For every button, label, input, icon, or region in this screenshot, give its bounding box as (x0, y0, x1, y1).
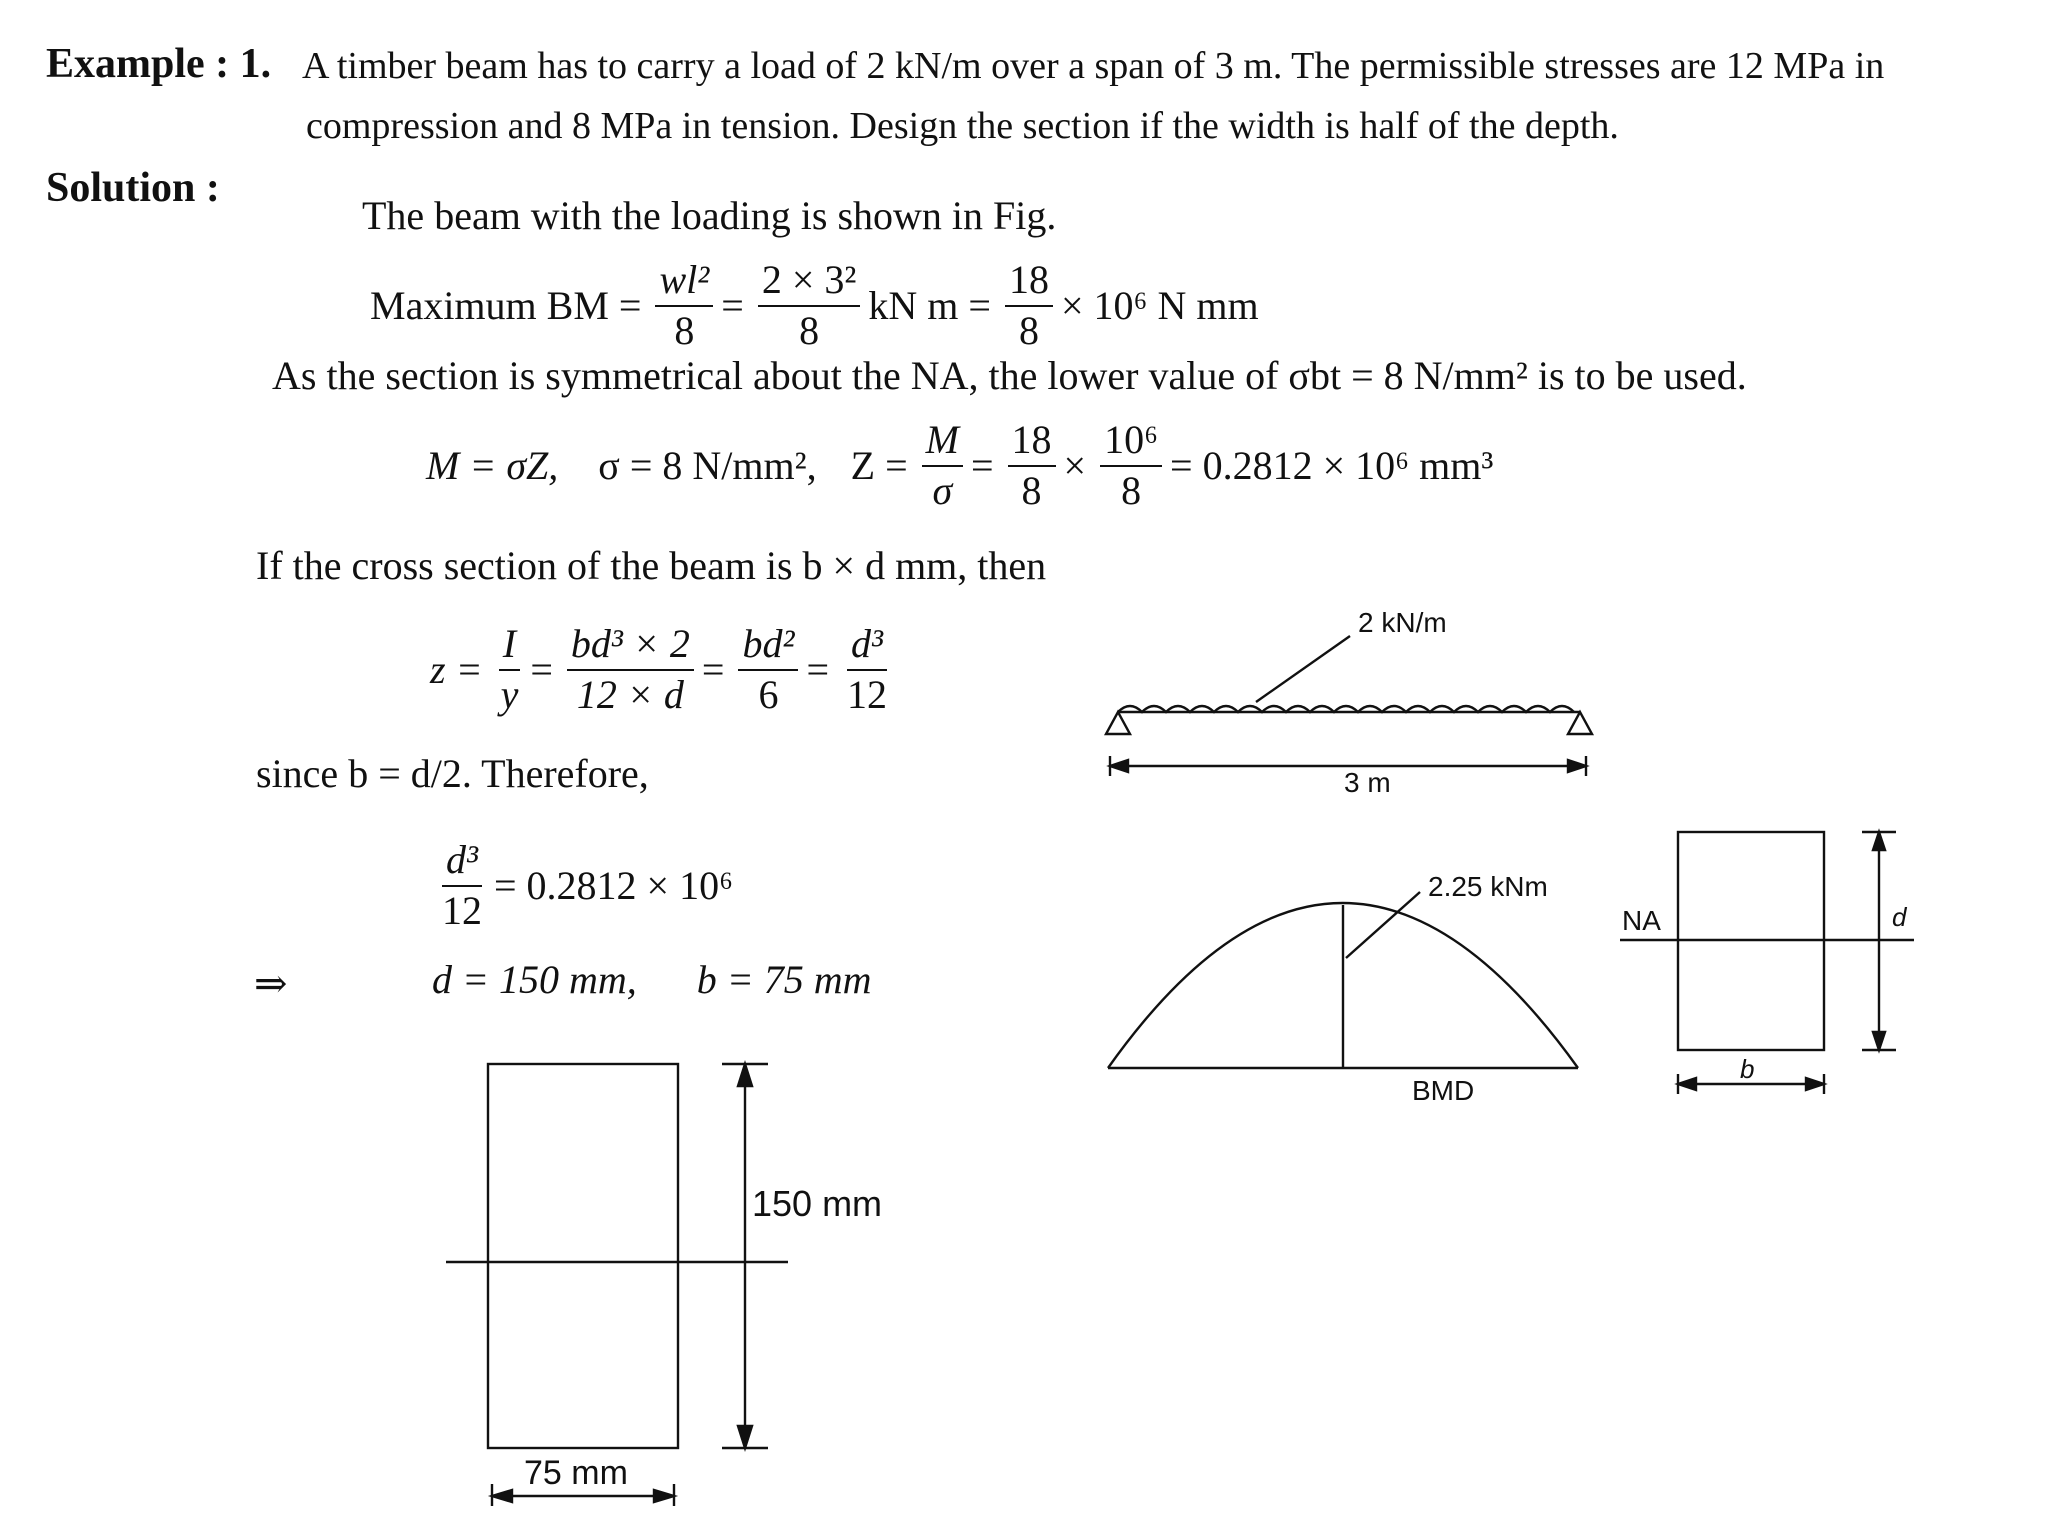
left-support-icon (1106, 712, 1130, 734)
small-section-figure (1620, 832, 1914, 1094)
bm-f1-den: 8 (674, 307, 695, 353)
mz-result: = 0.2812 × 10⁶ mm³ (1170, 443, 1494, 489)
bmd-figure (1108, 892, 1578, 1068)
section-width-label: 75 mm (524, 1454, 628, 1492)
mz-part1: M = σZ, (426, 443, 559, 489)
mz-z-prefix: Z = (850, 443, 908, 489)
mz-f3-den: 8 (1121, 467, 1142, 513)
bmd-leader-line (1346, 892, 1420, 958)
load-leader-line (1256, 636, 1350, 702)
z-f2-num: bd³ × 2 (567, 622, 694, 671)
load-label: 2 kN/m (1358, 607, 1447, 638)
bm-f2-den: 8 (799, 307, 820, 353)
bm-f1-num: wl² (655, 258, 713, 307)
d-result: = 0.2812 × 10⁶ (494, 863, 734, 909)
z-f3-num: bd² (738, 622, 798, 671)
final-dimensions: d = 150 mm, b = 75 mm (432, 957, 872, 1002)
symmetry-line: As the section is symmetrical about the NA, the lower value of σbt = 8 N/mm² is to be used. (272, 353, 1747, 398)
z-f1-den: y (500, 671, 519, 717)
z-f4-den: 12 (847, 671, 887, 717)
z-eq-1: = (530, 647, 553, 693)
implies-symbol: ⇒ (254, 961, 288, 1006)
mz-f2-num: 18 (1008, 418, 1056, 467)
bm-f2-num: 2 × 3² (758, 258, 861, 307)
na-label: NA (1622, 905, 1661, 936)
z-eq-2: = (701, 647, 725, 693)
mz-part2: σ = 8 N/mm², (598, 443, 817, 489)
d-frac-den: 12 (442, 887, 482, 933)
bm-mid: kN m = (868, 283, 991, 329)
mz-times: × (1063, 443, 1087, 489)
mz-f1-num: M (922, 418, 963, 467)
moment-label: 2.25 kNm (1428, 871, 1548, 902)
bm-prefix: Maximum BM = (370, 283, 642, 329)
bm-eq: = (721, 283, 744, 329)
bm-suffix: × 10⁶ N mm (1060, 283, 1259, 329)
problem-line-1: A timber beam has to carry a load of 2 kN/m over a span of 3 m. The permissible stresses are 12 MPa in (302, 45, 1885, 87)
z-f1-num: I (499, 622, 520, 671)
d-frac-num: d³ (442, 838, 482, 887)
solution-intro: The beam with the loading is shown in Fig. (362, 193, 1057, 238)
d-label: d (1892, 902, 1907, 932)
z-f4-num: d³ (847, 622, 887, 671)
z-f2-den: 12 × d (576, 671, 684, 717)
bm-f3-num: 18 (1005, 258, 1053, 307)
mz-f3-num: 10⁶ (1100, 418, 1162, 467)
mz-eq: = (970, 443, 994, 489)
cross-section-line: If the cross section of the beam is b × d mm, then (256, 543, 1047, 588)
bm-f3-den: 8 (1018, 307, 1039, 353)
mz-f2-den: 8 (1021, 467, 1042, 513)
since-line: since b = d/2. Therefore, (256, 751, 649, 796)
loaded-beam-figure (1106, 636, 1592, 776)
b-label: b (1740, 1054, 1755, 1084)
solution-label: Solution : (46, 165, 220, 211)
span-label: 3 m (1344, 767, 1391, 798)
bmd-label: BMD (1412, 1075, 1475, 1106)
mz-f1-den: σ (932, 467, 953, 513)
section-height-label: 150 mm (752, 1183, 883, 1224)
large-section-rect (488, 1064, 678, 1448)
large-section-figure (446, 1064, 788, 1506)
problem-line-2: compression and 8 MPa in tension. Design the section if the width is half of the depth. (306, 105, 1619, 147)
example-label: Example : 1. (46, 41, 272, 87)
z-f3-den: 6 (758, 671, 779, 717)
z-prefix: z = (430, 647, 483, 693)
right-support-icon (1568, 712, 1592, 734)
z-eq-3: = (806, 647, 829, 693)
